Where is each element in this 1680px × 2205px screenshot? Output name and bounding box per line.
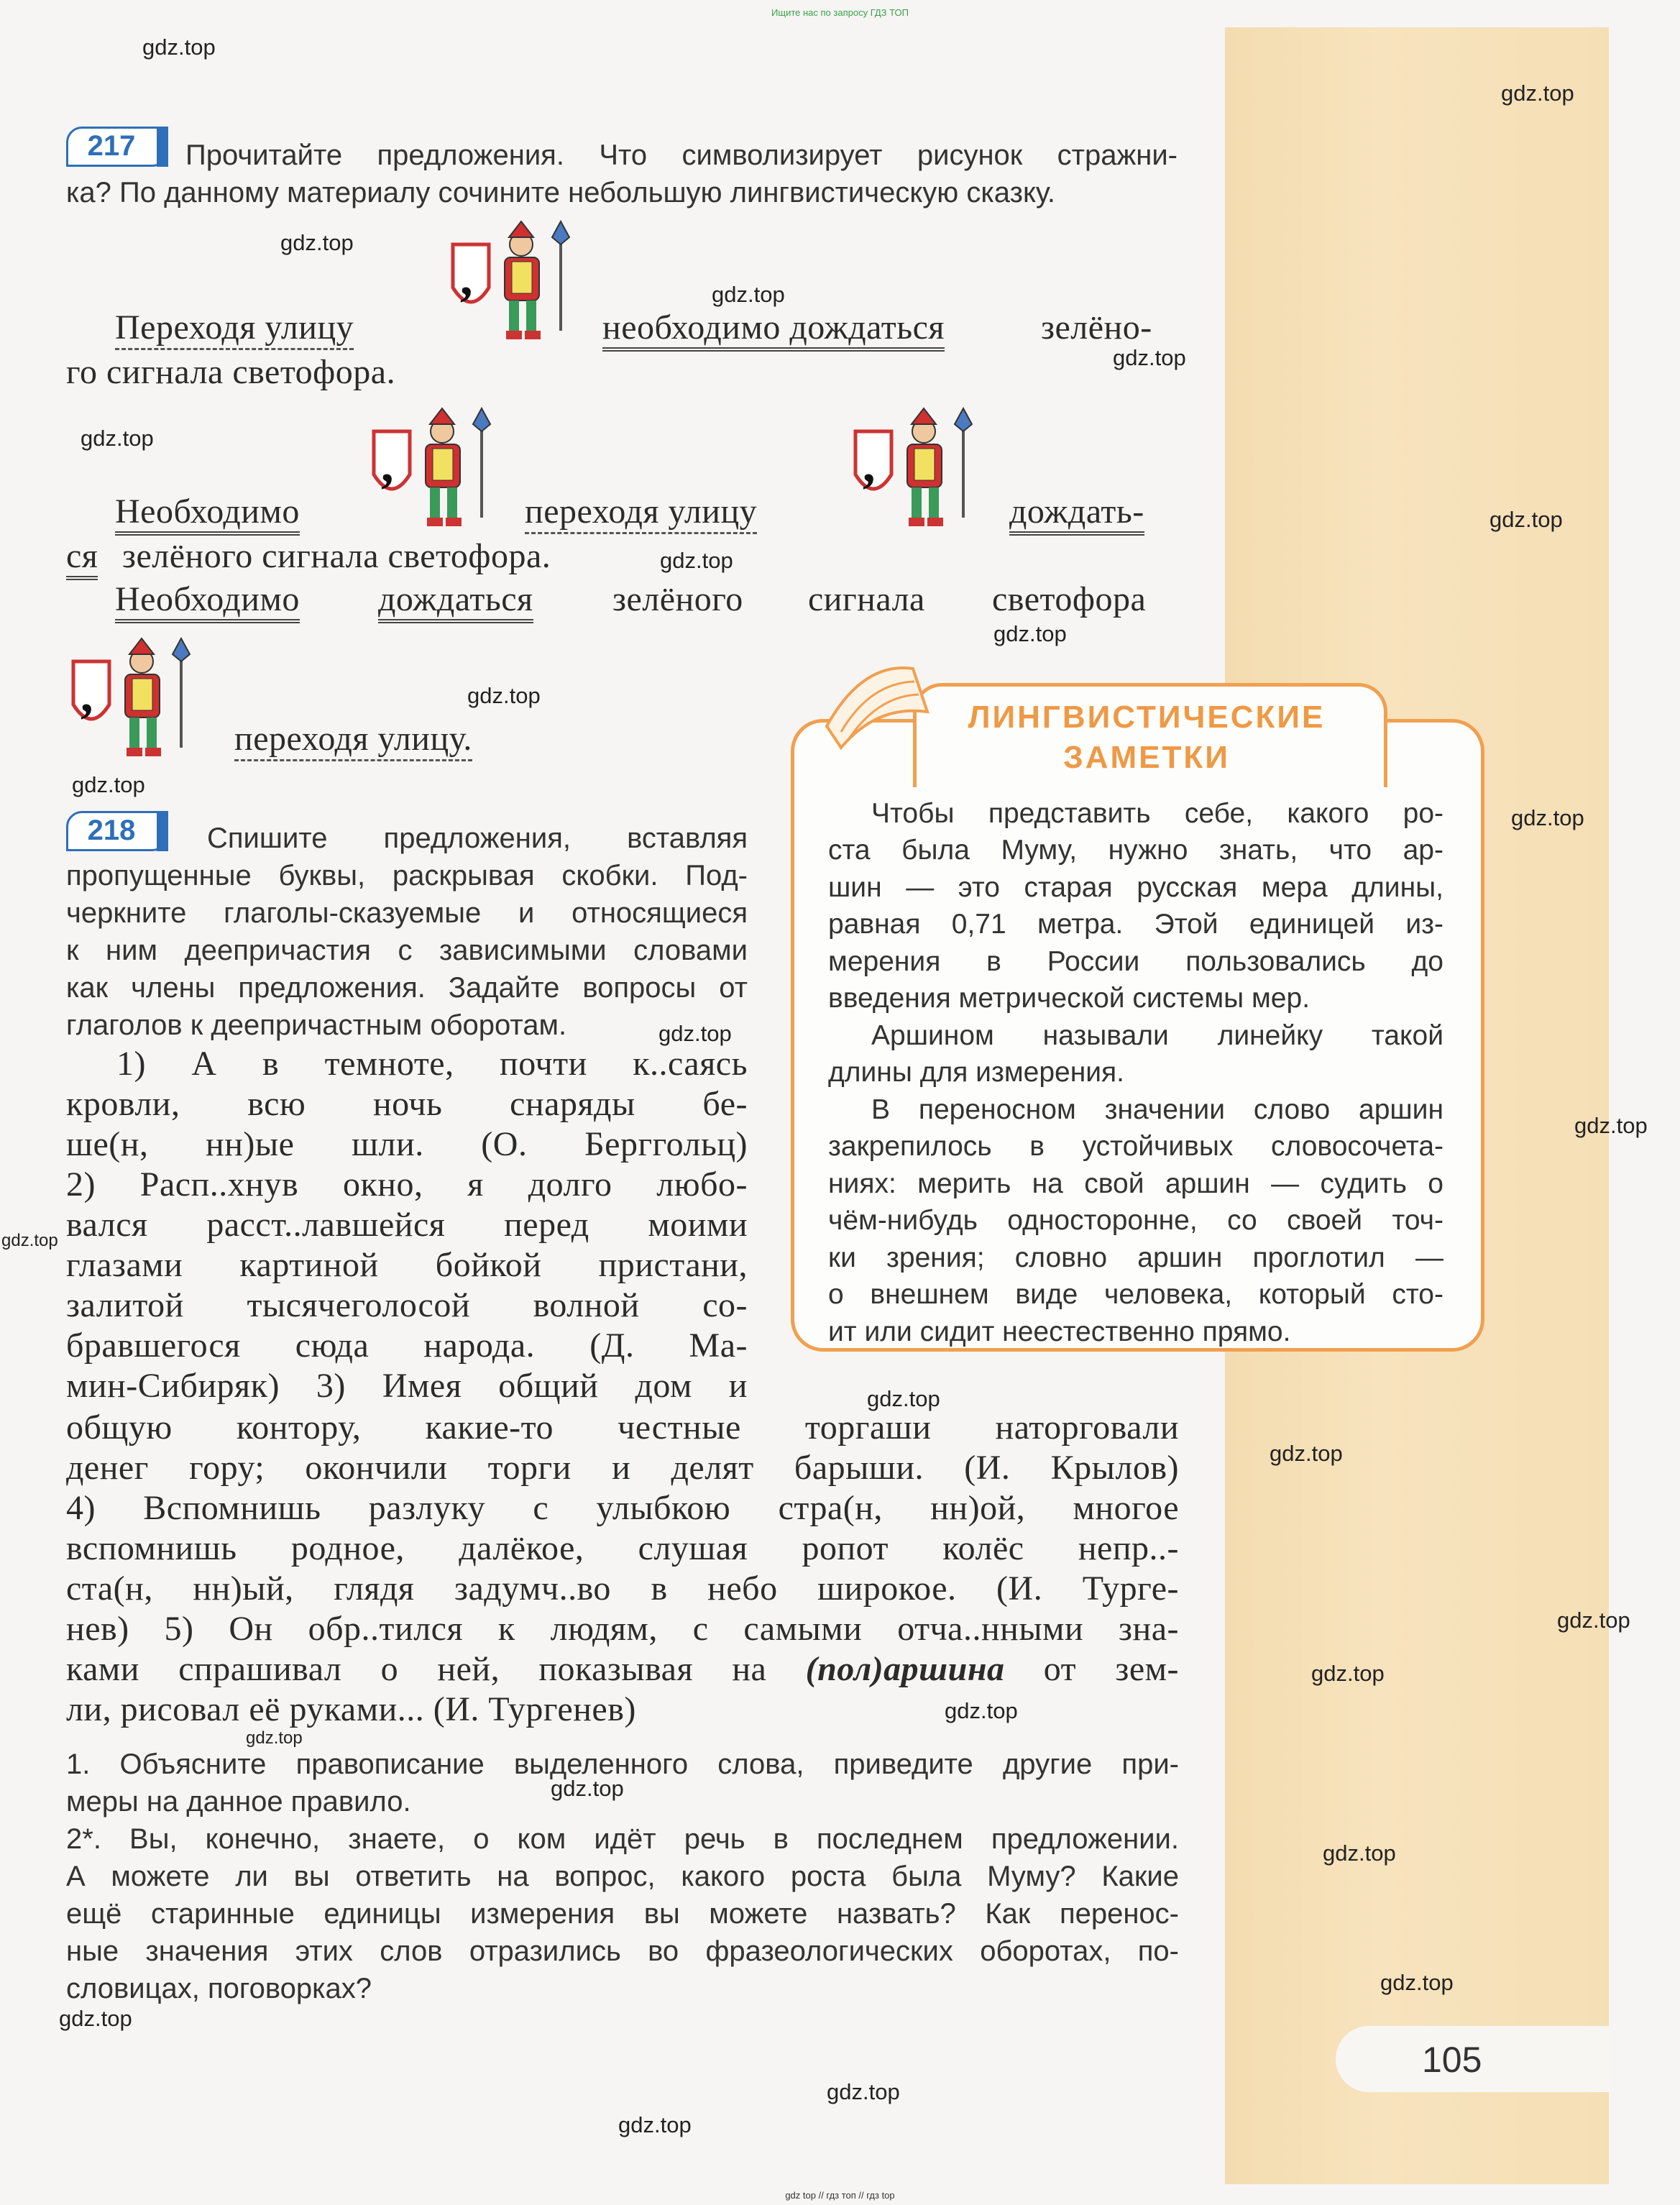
sentence-word: светофора: [992, 580, 1147, 618]
predicate-word: Необходимо: [115, 579, 300, 623]
notes-text: Аршином называли линейку такой: [871, 1020, 1443, 1051]
exercise-text: вался расст..лавшейся перед моими: [66, 1206, 748, 1244]
footer-note: gdz top // гдз топ // гдз top: [785, 2190, 895, 2201]
watermark: gdz.top: [618, 2112, 692, 2137]
sentence-text: го сигнала светофора.: [66, 353, 396, 391]
task-text: глаголов к деепричастным оборотам.: [66, 1009, 567, 1041]
watermark: gdz.top: [945, 1698, 1018, 1723]
notes-text: чём-нибудь односторонне, со своей точ-: [828, 1205, 1443, 1236]
adverbial-participle-phrase: Переходя улицу: [115, 308, 354, 350]
watermark: gdz.top: [1574, 1113, 1648, 1138]
watermark: gdz.top: [1323, 1840, 1396, 1866]
task-text: черкните глаголы-сказуемые и относящиеся: [66, 897, 748, 929]
adverbial-participle-phrase: переходя улицу: [525, 492, 757, 534]
watermark: gdz.top: [1557, 1608, 1630, 1633]
adverbial-participle-phrase: переходя улицу.: [234, 719, 472, 761]
notes-title: ЗАМЕТКИ: [1063, 740, 1230, 775]
notes-text: шин — это старая русская мера длины,: [828, 872, 1443, 903]
notes-title: ЛИНГВИСТИЧЕСКИЕ: [968, 700, 1326, 735]
watermark: gdz.top: [867, 1386, 940, 1411]
notes-text: мерения в России пользовались до: [828, 946, 1443, 977]
predicate-word: дождать-: [1009, 492, 1144, 536]
watermark: gdz.top: [1113, 345, 1186, 370]
sentence-word: зелёного: [612, 580, 743, 618]
exercise-text: 4) Вспомнишь разлуку с улыбкою стра(н, нн)ой, многое: [66, 1489, 1179, 1527]
exercise-text: вспомнишь родное, далёкое, слушая ропот колёс непр..-: [66, 1529, 1179, 1567]
exercise-text: кровли, всю ночь снаряды бе-: [66, 1085, 748, 1123]
exercise-text: нев) 5) Он обр..тился к людям, с самыми отча..нными зна-: [66, 1610, 1179, 1648]
watermark: gdz.top: [1489, 507, 1563, 532]
task-text: к ним деепричастия с зависимыми словами: [66, 935, 748, 966]
watermark: gdz.top: [993, 621, 1067, 646]
exercise-text: общую контору, какие-то честные торгаши наторговали: [66, 1408, 1179, 1447]
svg-text:,: ,: [460, 251, 473, 306]
watermark: gdz.top: [658, 1021, 732, 1046]
svg-text:,: ,: [863, 438, 876, 493]
header-note: Ищите нас по запросу ГДЗ ТОП: [771, 7, 909, 18]
task-text: пропущенные буквы, раскрывая скобки. Под-: [66, 860, 748, 891]
watermark: gdz.top: [467, 683, 541, 708]
notes-text: ста была Муму, нужно знать, что ар-: [828, 835, 1443, 866]
notes-text: ит или сидит неестественно прямо.: [828, 1316, 1291, 1347]
question-text: ные значения этих слов отразились во фразеологических оборотах, по-: [66, 1935, 1179, 1967]
watermark: gdz.top: [1380, 1970, 1454, 1995]
exercise-text-emphasis-line: ками спрашивал о ней, показывая на (пол)аршина от зем-: [66, 1650, 1180, 1688]
notes-text: ки зрения; словно аршин проглотил —: [828, 1242, 1443, 1273]
sentence-text: зелёного сигнала светофора.: [122, 537, 551, 575]
watermark: gdz.top: [1311, 1661, 1385, 1686]
task-text: Спишите предложения, вставляя: [207, 822, 748, 854]
notes-text: закрепилось в устойчивых словосочета-: [828, 1131, 1443, 1162]
watermark: gdz.top: [660, 548, 733, 573]
task-text: ка? По данному материалу сочините небольшую лингвистическую сказку.: [66, 177, 1055, 208]
notes-text: введения метрической системы мер.: [828, 983, 1311, 1014]
watermark: gdz.top: [712, 282, 785, 307]
notes-text: длины для измерения.: [828, 1057, 1124, 1088]
notes-text: о внешнем виде человека, который сто-: [828, 1279, 1443, 1310]
question-text: словицах, поговорках?: [66, 1973, 372, 2004]
task-text: Прочитайте предложения. Что символизирует рисунок стражни-: [185, 139, 1178, 171]
exercise-text: ста(н, нн)ый, глядя задумч..во в небо широкое. (И. Турге-: [66, 1569, 1179, 1608]
watermark: gdz.top: [1270, 1441, 1343, 1466]
watermark: gdz.top: [280, 230, 354, 255]
exercise-text: залитой тысячеголосой волной со-: [66, 1286, 748, 1324]
notes-text: ниях: мерить на свой аршин — судить о: [828, 1168, 1443, 1199]
svg-text:,: ,: [381, 438, 394, 493]
question-text: 2*. Вы, конечно, знаете, о ком идёт речь в последнем предложении.: [66, 1823, 1179, 1855]
exercise-number-217: 217: [66, 127, 168, 167]
watermark: gdz.top: [827, 2079, 900, 2104]
guard-with-comma-icon: [841, 403, 985, 539]
exercise-text: денег гору; окончили торги и делят барыши. (И. Крылов): [66, 1449, 1179, 1487]
sentence-word: сигнала: [808, 580, 925, 618]
exercise-number-218: 218: [66, 811, 168, 851]
exercise-text: бравшегося сюда народа. (Д. Ма-: [66, 1326, 748, 1365]
question-text: А можете ли вы ответить на вопрос, какого роста была Муму? Какие: [66, 1861, 1179, 1892]
watermark: gdz.top: [72, 772, 145, 797]
predicate-word: дождаться: [378, 579, 533, 623]
exercise-text: мин-Сибиряк) 3) Имея общий дом и: [66, 1367, 748, 1405]
watermark: gdz.top: [551, 1776, 624, 1801]
notes-text: равная 0,71 метра. Этой единицей из-: [828, 909, 1443, 940]
watermark: gdz.top: [1501, 81, 1574, 106]
exercise-text: 2) Расп..хнув окно, я долго любо-: [66, 1165, 748, 1204]
predicate-word: ся: [66, 536, 98, 580]
watermark: gdz.top: [81, 426, 154, 451]
exercise-text: 1) А в темноте, почти к..саясь: [116, 1045, 748, 1083]
sentence-word: зелёно-: [1041, 308, 1152, 347]
watermark: gdz.top: [1511, 805, 1584, 830]
notes-text: В переносном значении слово аршин: [871, 1094, 1443, 1125]
question-text: меры на данное правило.: [66, 1786, 411, 1817]
task-text: как члены предложения. Задайте вопросы от: [66, 972, 748, 1004]
guard-with-comma-icon: [439, 216, 582, 352]
exercise-text: ли, рисовал её руками... (И. Тургенев): [66, 1690, 636, 1728]
question-text: 1. Объясните правописание выделенного слова, приведите другие при-: [66, 1748, 1179, 1780]
watermark: gdz.top: [59, 2006, 132, 2031]
predicate-word: Необходимо: [115, 492, 300, 536]
watermark: gdz.top: [142, 35, 216, 60]
guard-with-comma-icon: [59, 633, 203, 769]
exercise-text: ше(н, нн)ые шли. (О. Берггольц): [66, 1125, 748, 1163]
question-text: ещё старинные единицы измерения вы можете назвать? Как перенос-: [66, 1898, 1179, 1930]
predicate-phrase: необходимо дождаться: [602, 308, 945, 352]
guard-with-comma-icon: [359, 403, 503, 539]
exercise-text: глазами картиной бойкой пристани,: [66, 1246, 748, 1284]
notes-text: Чтобы представить себе, какого ро-: [871, 798, 1443, 829]
watermark: gdz.top: [246, 1728, 303, 1748]
svg-text:,: ,: [81, 668, 93, 723]
watermark: gdz.top: [1, 1231, 58, 1250]
page-number: 105: [1336, 2026, 1609, 2092]
highlighted-word: (пол)аршина: [805, 1650, 1005, 1688]
